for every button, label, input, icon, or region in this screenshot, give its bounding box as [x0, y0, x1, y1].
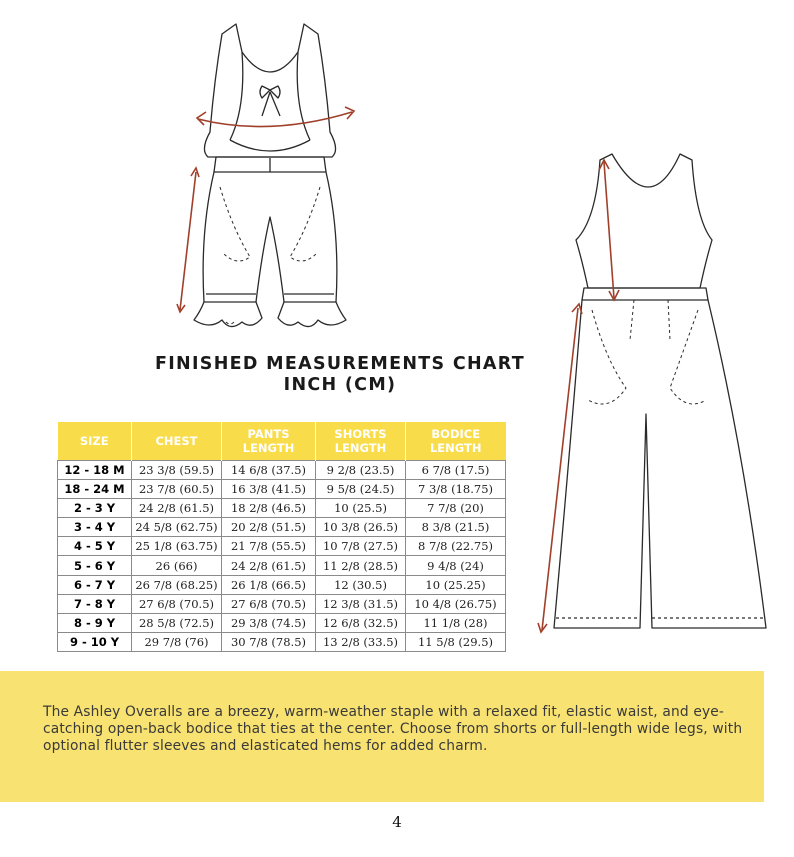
size-cell: 4 - 5 Y: [58, 537, 132, 556]
shorts-length-cell: 9 2/8 (23.5): [316, 460, 406, 479]
shorts-back-view-illustration: [170, 12, 370, 337]
table-row: [58, 537, 506, 556]
size-cell: 9 - 10 Y: [58, 633, 132, 652]
bodice-length-cell: 10 (25.25): [406, 575, 506, 594]
header-size: SIZE: [58, 422, 132, 460]
pants-length-cell: 29 3/8 (74.5): [222, 614, 316, 633]
bodice-length-cell: 11 5/8 (29.5): [406, 633, 506, 652]
bodice-length-cell: 6 7/8 (17.5): [406, 460, 506, 479]
table-row: [58, 498, 506, 517]
size-cell: 3 - 4 Y: [58, 518, 132, 537]
measurements-table: [57, 422, 506, 652]
size-cell: 2 - 3 Y: [58, 498, 132, 517]
chest-cell: 27 6/8 (70.5): [132, 594, 222, 613]
page-number: 4: [392, 813, 402, 831]
shorts-length-cell: 10 3/8 (26.5): [316, 518, 406, 537]
header-shorts-length: SHORTS LENGTH: [316, 422, 406, 460]
table-row: [58, 633, 506, 652]
table-row: [58, 556, 506, 575]
bodice-length-cell: 11 1/8 (28): [406, 614, 506, 633]
table-row: [58, 575, 506, 594]
chest-cell: 24 5/8 (62.75): [132, 518, 222, 537]
chest-cell: 28 5/8 (72.5): [132, 614, 222, 633]
shorts-length-cell: 12 6/8 (32.5): [316, 614, 406, 633]
bodice-length-cell: 7 3/8 (18.75): [406, 479, 506, 498]
bodice-length-cell: 8 7/8 (22.75): [406, 537, 506, 556]
header-pants-length: PANTS LENGTH: [222, 422, 316, 460]
table-row: [58, 594, 506, 613]
pants-length-cell: 16 3/8 (41.5): [222, 479, 316, 498]
description-box: [0, 671, 764, 802]
bodice-length-cell: 8 3/8 (21.5): [406, 518, 506, 537]
chest-cell: 24 2/8 (61.5): [132, 498, 222, 517]
chart-title-line1: FINISHED MEASUREMENTS CHART: [154, 354, 525, 374]
table-row: [58, 614, 506, 633]
pants-length-cell: 26 1/8 (66.5): [222, 575, 316, 594]
pants-length-cell: 21 7/8 (55.5): [222, 537, 316, 556]
chart-title-line2: INCH (CM): [283, 375, 397, 395]
size-cell: 6 - 7 Y: [58, 575, 132, 594]
bodice-length-cell: 10 4/8 (26.75): [406, 594, 506, 613]
chest-cell: 25 1/8 (63.75): [132, 537, 222, 556]
size-cell: 7 - 8 Y: [58, 594, 132, 613]
chest-cell: 23 7/8 (60.5): [132, 479, 222, 498]
pants-length-cell: 14 6/8 (37.5): [222, 460, 316, 479]
table-row: [58, 479, 506, 498]
pants-front-view-illustration: [530, 150, 780, 650]
header-chest: CHEST: [132, 422, 222, 460]
bodice-length-cell: 9 4/8 (24): [406, 556, 506, 575]
chest-cell: 29 7/8 (76): [132, 633, 222, 652]
shorts-length-cell: 12 (30.5): [316, 575, 406, 594]
shorts-length-cell: 13 2/8 (33.5): [316, 633, 406, 652]
chest-cell: 26 (66): [132, 556, 222, 575]
shorts-length-cell: 10 7/8 (27.5): [316, 537, 406, 556]
shorts-length-cell: 12 3/8 (31.5): [316, 594, 406, 613]
size-cell: 5 - 6 Y: [58, 556, 132, 575]
description-text: The Ashley Overalls are a breezy, warm-weather staple with a relaxed fit, elastic waist, and eye-catching open-back bodice that ties at the center. Choose from shorts or full-length wide legs, with optional flutter sleeves and elasticated hems for added charm.: [43, 704, 743, 755]
size-cell: 8 - 9 Y: [58, 614, 132, 633]
size-cell: 18 - 24 M: [58, 479, 132, 498]
table-row: [58, 518, 506, 537]
bodice-length-cell: 7 7/8 (20): [406, 498, 506, 517]
pants-length-cell: 30 7/8 (78.5): [222, 633, 316, 652]
pants-length-cell: 24 2/8 (61.5): [222, 556, 316, 575]
chest-cell: 26 7/8 (68.25): [132, 575, 222, 594]
shorts-length-cell: 10 (25.5): [316, 498, 406, 517]
table-row: [58, 460, 506, 479]
shorts-length-cell: 11 2/8 (28.5): [316, 556, 406, 575]
size-cell: 12 - 18 M: [58, 460, 132, 479]
table-header-row: [58, 422, 506, 460]
pants-length-cell: 18 2/8 (46.5): [222, 498, 316, 517]
shorts-length-cell: 9 5/8 (24.5): [316, 479, 406, 498]
chest-cell: 23 3/8 (59.5): [132, 460, 222, 479]
pants-length-cell: 27 6/8 (70.5): [222, 594, 316, 613]
header-bodice-length: BODICE LENGTH: [406, 422, 506, 460]
chart-title: [60, 354, 620, 396]
pants-length-cell: 20 2/8 (51.5): [222, 518, 316, 537]
